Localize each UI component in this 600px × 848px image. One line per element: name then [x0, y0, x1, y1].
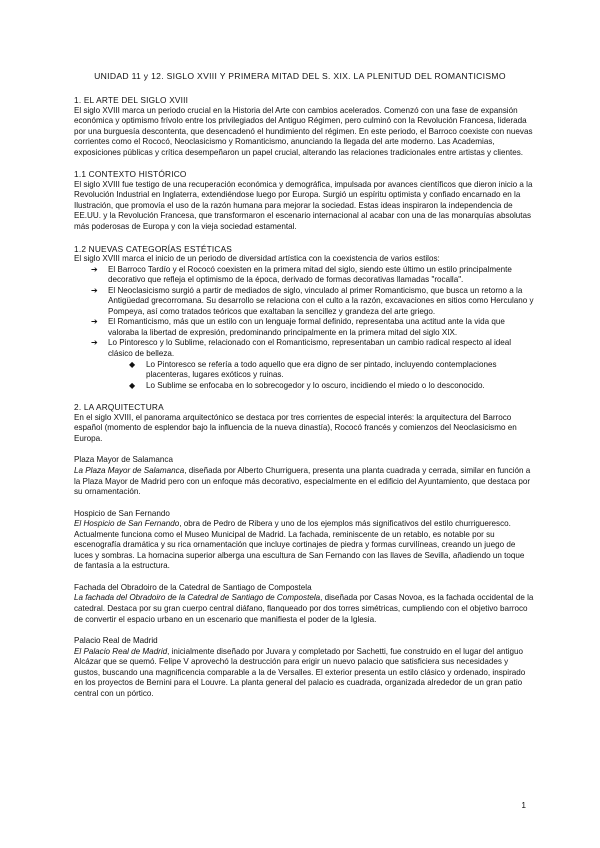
obradoiro-text: , diseñada por Casas Novoa, es la fachada occidental de la catedral. Destaca por su gran cuerpo central diáfano, flanqueado por dos torres simétricas, cumpliendo con el objetivo barroco de convertir el espacio urbano en un escenario que manifiesta el poder de la Iglesia.	[74, 593, 534, 624]
subheading-hospicio: Hospicio de San Fernando	[74, 508, 170, 518]
section-heading-1-2: 1.2 NUEVAS CATEGORÍAS ESTÉTICAS	[74, 243, 233, 254]
section-heading-1-1: 1.1 CONTEXTO HISTÓRICO	[74, 169, 187, 180]
paragraph-plaza-mayor	[74, 466, 534, 498]
subheading-plaza-mayor: Plaza Mayor de Salamanca	[74, 455, 173, 465]
list-item-romanticismo: ➔ El Romanticismo, más que un estilo con un lenguaje formal definido, representaba una actitud ante la vida que valoraba la libertad de expresión, predominando principalmente en la primera mitad del siglo XIX.	[108, 317, 534, 338]
list-item-pintoresco-sublime	[108, 338, 534, 391]
hospicio-italic: El Hospicio de San Fernando	[74, 519, 180, 529]
document-body	[74, 95, 534, 699]
obradoiro-italic: La fachada del Obradoiro de la Catedral de Santiago de Compostela	[74, 593, 321, 603]
subheading-obradoiro: Fachada del Obradoiro de la Catedral de Santiago de Compostela	[74, 582, 312, 592]
paragraph-hospicio	[74, 519, 534, 572]
plaza-mayor-italic: La Plaza Mayor de Salamanca	[74, 465, 185, 475]
palacio-real-text: , inicialmente diseñado por Juvara y completado por Sachetti, fue construido en el lugar del antiguo Alcázar que se quemó. Felipe V aprovechó la destrucción para erigir un nuevo palacio que satisficiera sus necesidades y gustos, buscando una magnificencia comparable a la de Versalles. El exterior presenta un estilo clásico y ordenado, inspirado en los proyectos de Bernini para el Louvre. La planta general del palacio es cuadrada, organizada alrededor de un gran patio central con un pórtico.	[74, 646, 526, 698]
paragraph-obradoiro	[74, 593, 534, 625]
list-item-neoclasicismo: ➔ El Neoclasicismo surgió a partir de mediados de siglo, vinculado al primer Romanticismo, que busca un retorno a la Antigüedad grecorromana. Su desarrollo se relaciona con el culto a la razón, excavaciones en sitios como Herculano y Pompeya, así como tratados teóricos que exaltaban la sencillez y grandeza del arte griego.	[108, 286, 534, 318]
paragraph-arquitectura: En el siglo XVIII, el panorama arquitectónico se destaca por tres corrientes de especial interés: la arquitectura del Barroco español (momento de esplendor bajo la influencia de la nueva dinastía), Rococó francés y comienzos del Neoclasicismo en Europa.	[74, 412, 517, 443]
list-item-barroco-rococo: ➔ El Barroco Tardío y el Rococó coexisten en la primera mitad del siglo, siendo este último un estilo principalmente decorativo que refleja el optimismo de la época, derivado de formas decorativas llamadas "rocalla".	[108, 265, 534, 286]
section-heading-1: 1. EL ARTE DEL SIGLO XVIII	[74, 95, 189, 105]
section-heading-2: 2. LA ARQUITECTURA	[74, 402, 164, 413]
paragraph-categorias-intro: El siglo XVIII marca el inicio de un periodo de diversidad artística con la coexistencia de varios estilos:	[74, 254, 440, 264]
hospicio-text: , obra de Pedro de Ribera y uno de los ejemplos más significativos del estilo churrigueresco. Actualmente funciona como el Museo Municipal de Madrid. La fachada, reminiscente de un retablo, es notable por su escenografía dramática y su rica ornamentación que incluye cortinajes de piedra y formas curvilíneas, creando un juego de luces y sombras. La hornacina superior alberga una escultura de San Fernando con las llaves de Sevilla, añadiendo un toque de fantasía a la estructura.	[74, 519, 525, 571]
list-item-pintoresco: ◆ Lo Pintoresco se refería a todo aquello que era digno de ser pintado, incluyendo contemplaciones placenteras, lugares exóticos y ruinas.	[146, 360, 534, 381]
diamond-bullet-list	[108, 360, 534, 392]
paragraph-contexto-historico: El siglo XVIII fue testigo de una recuperación económica y demográfica, impulsada por avances científicos que dieron inicio a la Revolución Industrial en Inglaterra, extendiéndose luego por Europa. Surgió un espíritu optimista y confiado encarnado en la Ilustración, que promovía el uso de la razón humana para mejorar la sociedad. Estas ideas inspiraron la independencia de EE.UU. y la Revolución Francesa, que transformaron el escenario internacional al acabar con una de las monarquías absolutas más poderosas de Europa y con la vieja sociedad estamental.	[74, 179, 533, 232]
list-item-pintoresco-sublime-text: Lo Pintoresco y lo Sublime, relacionado con el Romanticismo, representaban un cambio radical respecto al ideal clásico de belleza.	[108, 338, 512, 359]
paragraph-arte-siglo-xviii: El siglo XVIII marca un periodo crucial en la Historia del Arte con cambios acelerados. Comenzó con una fase de expansión económica y optimismo frívolo entre los privilegiados del Antiguo Régimen, pero culminó con la Revolución Francesa, liderada por una burguesía descontenta, que desencadenó el hundimiento del régimen. En este periodo, el Barroco coexiste con nuevas corrientes como el Rococó, Neoclasicismo y Romanticismo, anunciando la llegada del arte moderno. Las Academias, exposiciones públicas y crítica desempeñaron un papel crucial, alterando las relaciones tradicionales entre artistas y clientes.	[74, 105, 533, 157]
page-number: 1	[521, 800, 526, 810]
list-item-sublime: ◆ Lo Sublime se enfocaba en lo sobrecogedor y lo oscuro, incidiendo el miedo o lo desconocido.	[146, 381, 534, 392]
paragraph-palacio-real	[74, 647, 534, 700]
arrow-bullet-list	[74, 265, 534, 392]
subheading-palacio-real: Palacio Real de Madrid	[74, 636, 158, 646]
palacio-real-italic: El Palacio Real de Madrid	[74, 646, 168, 656]
plaza-mayor-text: , diseñada por Alberto Churriguera, presenta una planta cuadrada y cerrada, similar en función a la Plaza Mayor de Madrid pero con un enfoque más decorativo, especialmente en el edificio del Ayuntamiento, que destaca por su ornamentación.	[74, 465, 531, 497]
document-title: UNIDAD 11 y 12. SIGLO XVIII Y PRIMERA MITAD DEL S. XIX. LA PLENITUD DEL ROMANTICISMO	[94, 71, 506, 81]
